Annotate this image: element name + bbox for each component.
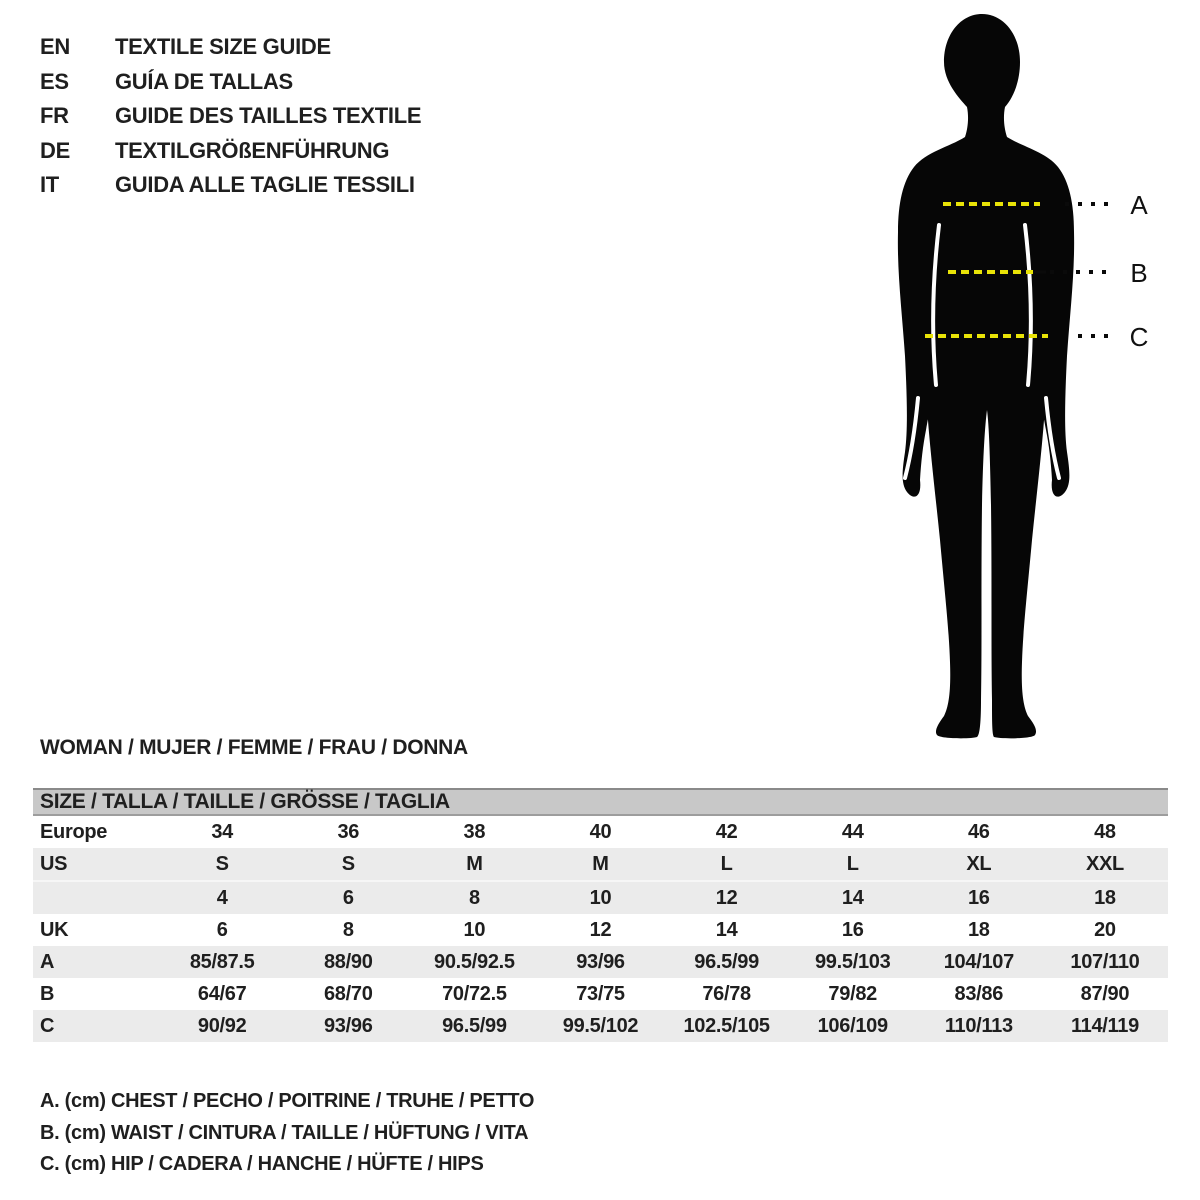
lang-code: DE <box>40 137 70 163</box>
size-cell: 34 <box>211 820 233 843</box>
size-cell: XXL <box>1042 848 1168 881</box>
row-label: UK <box>40 918 69 941</box>
size-cell: 10 <box>463 918 486 941</box>
measure-label-b: B <box>1130 258 1148 288</box>
size-cell: 12 <box>589 918 612 941</box>
size-cell: 6 <box>285 881 411 914</box>
size-cell: 88/90 <box>285 946 411 978</box>
size-cell: 18 <box>967 918 990 941</box>
lang-code: ES <box>40 68 69 94</box>
size-cell: 110/113 <box>916 1010 1042 1042</box>
size-cell: 42 <box>715 820 738 843</box>
row-label: C <box>33 1010 159 1042</box>
size-cell: 16 <box>841 918 864 941</box>
size-cell: 70/72.5 <box>442 982 507 1005</box>
lang-row-en <box>40 30 421 65</box>
legend-line-a: A. (cm) CHEST / PECHO / POITRINE / TRUHE / PETTO <box>40 1090 535 1112</box>
lang-code: EN <box>40 34 70 59</box>
table-row-chest-a <box>33 946 1168 978</box>
size-cell: 6 <box>216 918 228 941</box>
size-cell: 38 <box>463 820 486 843</box>
size-cell: 16 <box>916 881 1042 914</box>
row-label: Europe <box>40 820 108 843</box>
legend-line-b: B. (cm) WAIST / CINTURA / TAILLE / HÜFTUNG / VITA <box>40 1121 529 1144</box>
size-cell: 76/78 <box>702 982 751 1005</box>
table-row-uk <box>33 914 1168 946</box>
size-cell: 93/96 <box>285 1010 411 1042</box>
size-cell: 14 <box>715 918 738 941</box>
size-cell: 20 <box>1094 918 1116 941</box>
lang-code: IT <box>40 172 59 197</box>
size-cell: 10 <box>537 881 663 914</box>
lang-title: GUÍA DE TALLAS <box>115 68 293 94</box>
size-cell: M <box>537 848 663 881</box>
size-cell: XL <box>916 848 1042 881</box>
row-label: B <box>40 982 55 1005</box>
size-cell: 93/96 <box>537 946 663 978</box>
lang-row-de <box>40 134 421 169</box>
size-cell: 79/82 <box>828 982 877 1005</box>
size-cell: 44 <box>841 820 864 843</box>
size-cell: S <box>285 848 411 881</box>
size-cell: 106/109 <box>790 1010 916 1042</box>
table-row-us-letters <box>33 848 1168 881</box>
lang-row-es <box>40 65 421 100</box>
size-cell: 73/75 <box>576 982 625 1005</box>
lang-code: FR <box>40 103 69 128</box>
language-title-list <box>40 30 421 203</box>
size-cell: 8 <box>411 881 537 914</box>
size-cell: L <box>664 848 790 881</box>
measure-label-a: A <box>1130 190 1148 220</box>
size-table-header: SIZE / TALLA / TAILLE / GRÖSSE / TAGLIA <box>33 789 1168 815</box>
legend-line-c: C. (cm) HIP / CADERA / HANCHE / HÜFTE / HIPS <box>40 1153 484 1175</box>
measure-label-c: C <box>1129 322 1149 352</box>
size-cell: 90/92 <box>159 1010 285 1042</box>
size-table <box>33 788 1168 1042</box>
measurement-legend <box>40 1086 534 1181</box>
size-cell: 99.5/102 <box>537 1010 663 1042</box>
row-label: A <box>33 946 159 978</box>
size-cell: 18 <box>1042 881 1168 914</box>
woman-silhouette-figure <box>860 0 1150 745</box>
size-cell: M <box>411 848 537 881</box>
size-cell: 14 <box>790 881 916 914</box>
lang-row-it <box>40 168 421 203</box>
row-label <box>33 881 159 914</box>
size-table-header-row <box>33 789 1168 815</box>
lang-title: TEXTILE SIZE GUIDE <box>115 34 331 59</box>
table-row-europe <box>33 815 1168 848</box>
size-cell: 87/90 <box>1080 982 1130 1005</box>
size-cell: 68/70 <box>323 982 373 1005</box>
size-cell: L <box>790 848 916 881</box>
size-cell: 4 <box>159 881 285 914</box>
size-cell: 114/119 <box>1042 1010 1168 1042</box>
size-cell: 96.5/99 <box>411 1010 537 1042</box>
lang-title: GUIDA ALLE TAGLIE TESSILI <box>115 172 415 197</box>
size-cell: S <box>159 848 285 881</box>
woman-silhouette <box>898 14 1074 738</box>
size-cell: 96.5/99 <box>664 946 790 978</box>
size-cell: 40 <box>589 820 612 843</box>
size-cell: 64/67 <box>197 982 247 1005</box>
size-cell: 12 <box>664 881 790 914</box>
table-row-us-numbers <box>33 881 1168 914</box>
section-title-woman: WOMAN / MUJER / FEMME / FRAU / DONNA <box>40 736 468 759</box>
size-cell: 36 <box>337 820 360 843</box>
size-cell: 102.5/105 <box>664 1010 790 1042</box>
size-cell: 8 <box>342 918 354 941</box>
size-cell: 46 <box>967 820 990 843</box>
size-cell: 85/87.5 <box>159 946 285 978</box>
lang-row-fr <box>40 99 421 134</box>
size-cell: 83/86 <box>954 982 1004 1005</box>
size-cell: 90.5/92.5 <box>411 946 537 978</box>
size-cell: 48 <box>1094 820 1116 843</box>
row-label: US <box>33 848 159 881</box>
size-cell: 107/110 <box>1042 946 1168 978</box>
size-cell: 104/107 <box>916 946 1042 978</box>
lang-title: GUIDE DES TAILLES TEXTILE <box>115 103 422 128</box>
table-row-waist-b <box>33 978 1168 1010</box>
table-row-hip-c <box>33 1010 1168 1042</box>
lang-title: TEXTILGRÖßENFÜHRUNG <box>115 137 390 163</box>
size-cell: 99.5/103 <box>790 946 916 978</box>
